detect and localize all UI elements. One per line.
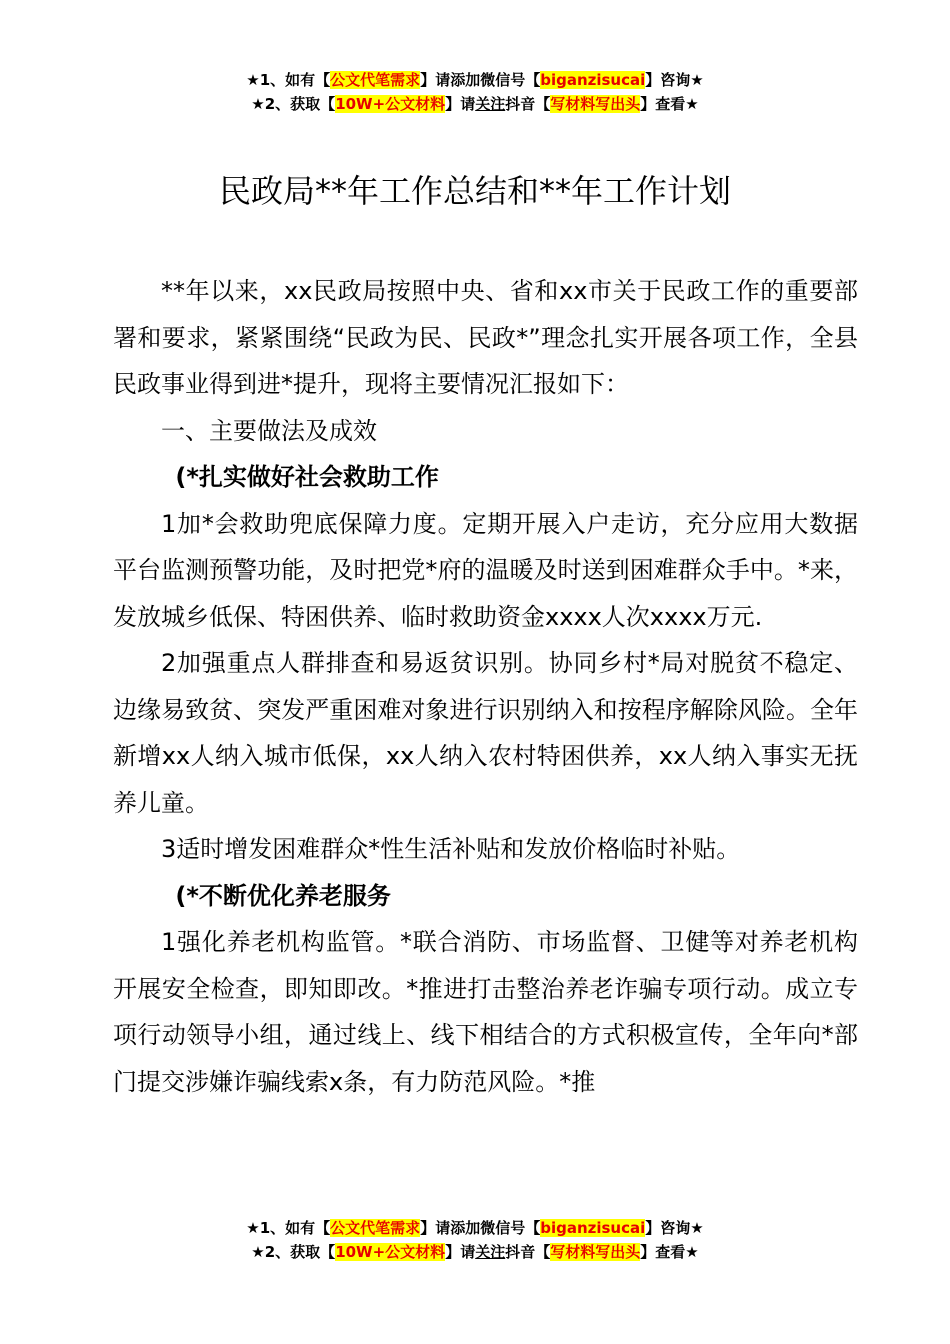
section-heading: 一、主要做法及成效: [161, 416, 377, 445]
paragraph: 1加*会救助兜底保障力度。定期开展入户走访，充分应用大数据平台监测预警功能，及时把党*府的温暖及时送到困难群众手中。*来，发放城乡低保、特困供养、临时救助资金xxxx人次xxxx万元.: [113, 509, 858, 631]
banner-text: 】查看★: [640, 95, 699, 113]
banner-highlight: biganzisucai: [540, 71, 646, 89]
banner-text: 关注: [475, 95, 506, 113]
banner-text: 抖音【: [505, 1243, 551, 1261]
banner-highlight: 10W+公文材料: [335, 1243, 446, 1261]
banner-text: 】查看★: [640, 1243, 699, 1261]
banner-line-1: [0, 1216, 950, 1240]
banner-text: 】咨询★: [645, 71, 704, 89]
banner-highlight: 写材料写出头: [550, 95, 641, 113]
subsection-heading: (*扎实做好社会救助工作: [175, 463, 439, 491]
paragraph: 1强化养老机构监管。*联合消防、市场监督、卫健等对养老机构开展安全检查，即知即改。*推进打击整治养老诈骗专项行动。成立专项行动领导小组，通过线上、线下相结合的方式积极宣传，全年向*部门提交涉嫌诈骗线索x条，有力防范风险。*推: [113, 928, 858, 1096]
banner-highlight: 写材料写出头: [550, 1243, 641, 1261]
banner-text: 】请添加微信号【: [420, 1219, 541, 1237]
banner-text: 】请: [445, 1243, 476, 1261]
banner-text: 抖音【: [505, 95, 551, 113]
banner-line-2: [0, 92, 950, 116]
banner-text: ★1、如有【: [246, 71, 331, 89]
header-banner: [0, 68, 950, 116]
banner-highlight: biganzisucai: [540, 1219, 646, 1237]
paragraph: 3适时增发困难群众*性生活补贴和发放价格临时补贴。: [161, 835, 741, 863]
banner-text: 】请添加微信号【: [420, 71, 541, 89]
banner-text: ★2、获取【: [251, 1243, 336, 1261]
paragraph: 2加强重点人群排查和易返贫识别。协同乡村*局对脱贫不稳定、边缘易致贫、突发严重困难对象进行识别纳入和按程序解除风险。全年新增xx人纳入城市低保，xx人纳入农村特困供养，xx人纳入事实无抚养儿童。: [113, 649, 858, 817]
banner-text: ★1、如有【: [246, 1219, 331, 1237]
banner-highlight: 10W+公文材料: [335, 95, 446, 113]
banner-highlight: 公文代笔需求: [330, 71, 421, 89]
banner-highlight: 公文代笔需求: [330, 1219, 421, 1237]
banner-line-1: [0, 68, 950, 92]
banner-text: 关注: [475, 1243, 506, 1261]
subsection-heading: (*不断优化养老服务: [175, 881, 391, 910]
footer-banner: [0, 1216, 950, 1264]
banner-text: 】咨询★: [645, 1219, 704, 1237]
banner-line-2: [0, 1240, 950, 1264]
document-title: 民政局**年工作总结和**年工作计划: [218, 172, 731, 210]
paragraph-intro: **年以来，xx民政局按照中央、省和xx市关于民政工作的重要部署和要求，紧紧围绕“民政为民、民政*”理念扎实开展各项工作，全县民政事业得到进*提升，现将主要情况汇报如下：: [113, 277, 858, 398]
banner-text: ★2、获取【: [251, 95, 336, 113]
document-body: [113, 268, 858, 1105]
banner-text: 】请: [445, 95, 476, 113]
